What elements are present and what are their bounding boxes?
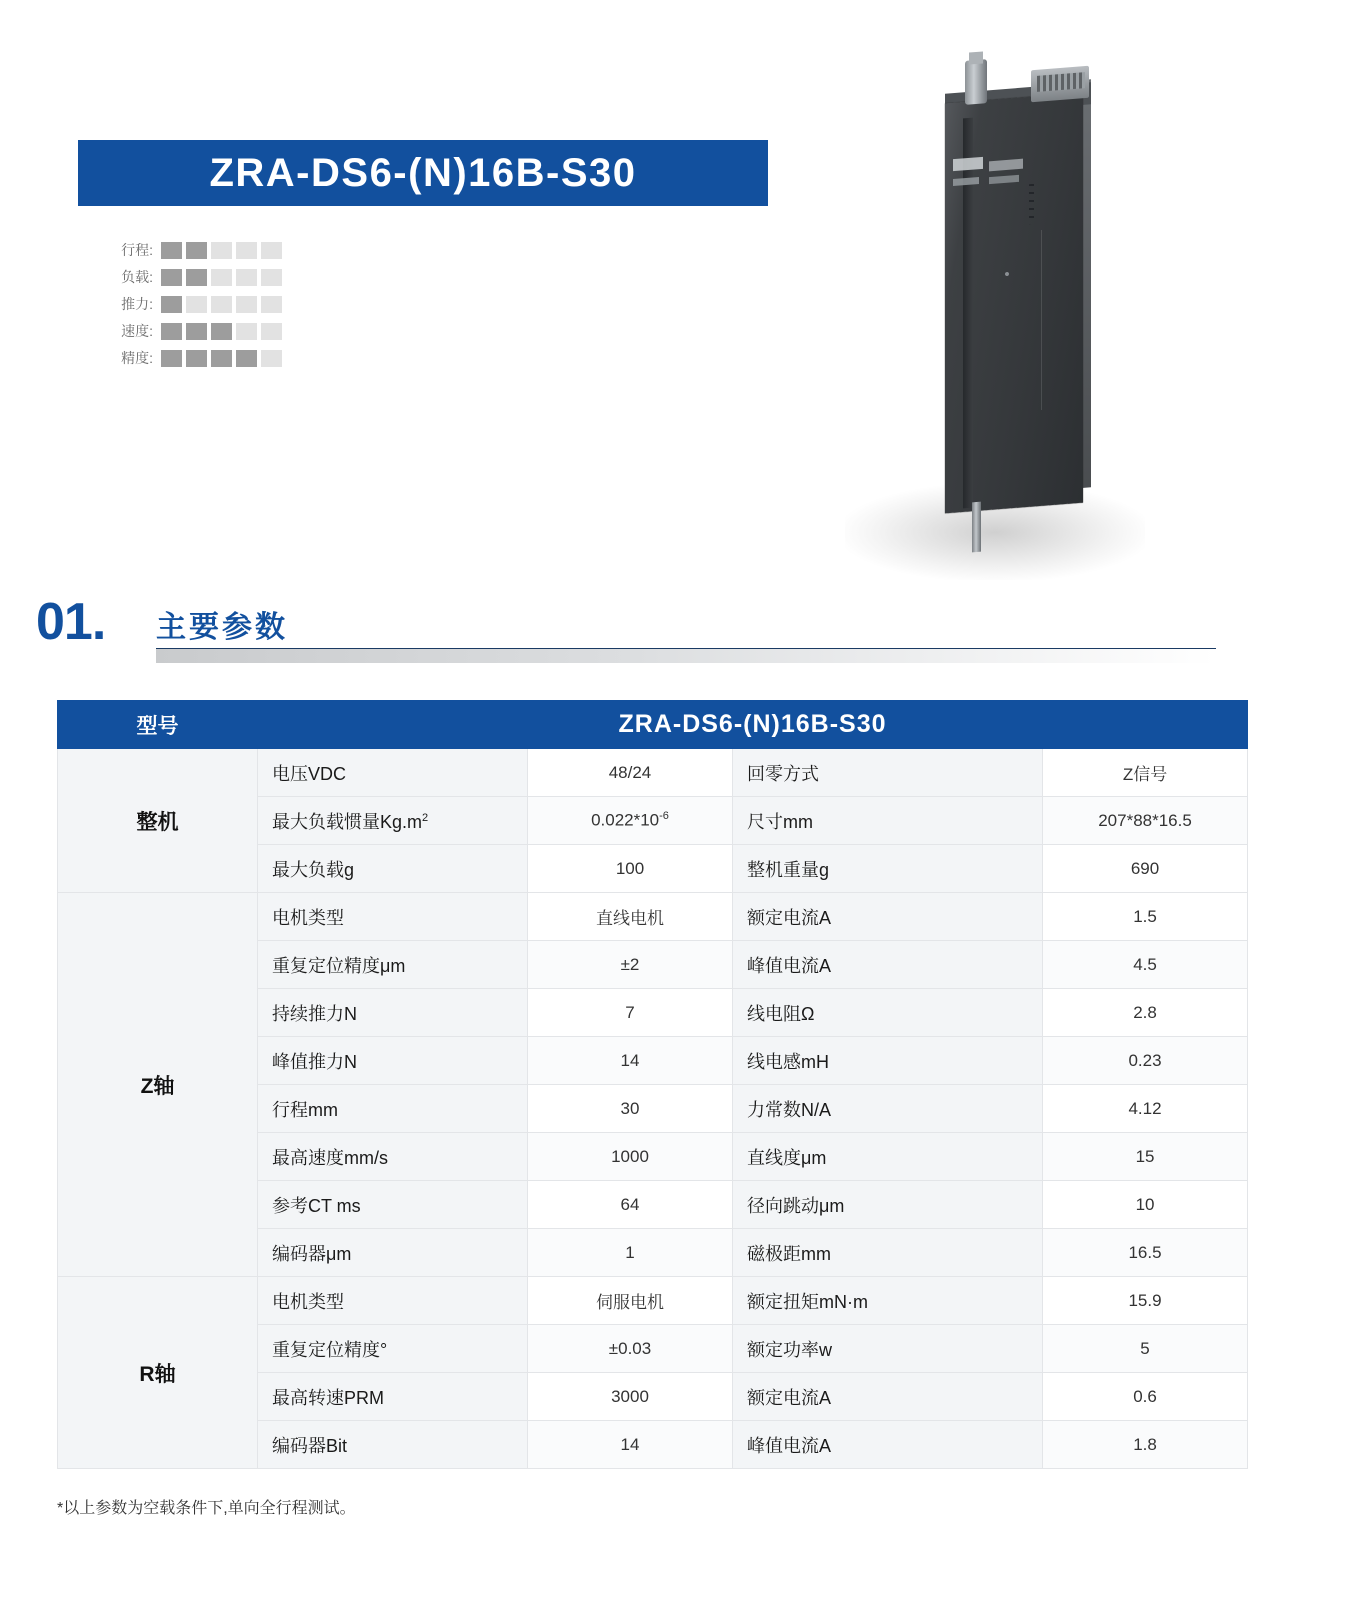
rating-pip-filled [186, 350, 207, 367]
table-value-cell: ±2 [528, 941, 733, 989]
table-value-cell: 10 [1043, 1181, 1248, 1229]
rating-pip-filled [161, 269, 182, 286]
table-key-cell: 持续推力N [258, 989, 528, 1037]
rating-pip-empty [236, 323, 257, 340]
table-value-cell: Z信号 [1043, 749, 1248, 797]
table-value-cell: 15 [1043, 1133, 1248, 1181]
table-value-cell: 64 [528, 1181, 733, 1229]
rating-pips [161, 323, 282, 340]
table-group-cell: R轴 [58, 1277, 258, 1469]
rating-pip-empty [236, 296, 257, 313]
table-value-cell: 7 [528, 989, 733, 1037]
table-value-cell: 1.5 [1043, 893, 1248, 941]
table-key-cell: 编码器Bit [258, 1421, 528, 1469]
device-output-shaft [972, 502, 981, 553]
rating-pip-empty [186, 296, 207, 313]
rating-pip-filled [236, 350, 257, 367]
section-title: 主要参数 [156, 611, 288, 644]
table-key-cell: 参考CT ms [258, 1181, 528, 1229]
table-header-model-label: 型号 [58, 701, 258, 749]
rating-pip-empty [236, 269, 257, 286]
table-key-cell: 最高转速PRM [258, 1373, 528, 1421]
rating-pips [161, 242, 282, 259]
rating-pip-empty [211, 242, 232, 259]
model-title-banner [78, 140, 768, 206]
table-key-cell: 整机重量g [733, 845, 1043, 893]
table-key-cell: 重复定位精度μm [258, 941, 528, 989]
spec-table-container [57, 700, 1247, 1469]
table-key-cell: 径向跳动μm [733, 1181, 1043, 1229]
rating-label: 负载: [121, 269, 153, 285]
device-vent-holes [1029, 184, 1034, 224]
rating-pip-filled [186, 323, 207, 340]
table-value-cell: 直线电机 [528, 893, 733, 941]
table-value-cell: 15.9 [1043, 1277, 1248, 1325]
superscript: 2 [422, 811, 429, 824]
table-key-cell: 行程mm [258, 1085, 528, 1133]
table-value-cell: 100 [528, 845, 733, 893]
table-key-cell: 最大负载g [258, 845, 528, 893]
rating-label: 速度: [121, 323, 153, 339]
table-row [58, 1277, 1248, 1325]
table-value-cell: 0.6 [1043, 1373, 1248, 1421]
table-value-cell: $0.022*10^{-6}$ [528, 797, 733, 845]
section-heading [36, 592, 1216, 662]
table-key-cell: 最大负载惯量$Kg.m^2$ [258, 797, 528, 845]
product-image [845, 40, 1165, 570]
table-value-cell: 0.23 [1043, 1037, 1248, 1085]
table-key-cell: 电机类型 [258, 893, 528, 941]
table-key-cell: 电压VDC [258, 749, 528, 797]
rating-pip-empty [236, 242, 257, 259]
table-key-cell: 磁极距mm [733, 1229, 1043, 1277]
table-key-cell: 线电阻Ω [733, 989, 1043, 1037]
spec-table-body [58, 701, 1248, 1469]
table-value-cell: 14 [528, 1037, 733, 1085]
table-value-cell: ±0.03 [528, 1325, 733, 1373]
table-key-cell: 额定电流A [733, 893, 1043, 941]
rating-pip-empty [211, 269, 232, 286]
table-value-cell: 207*88*16.5 [1043, 797, 1248, 845]
table-value-cell: 30 [528, 1085, 733, 1133]
rating-pip-filled [161, 242, 182, 259]
table-value-cell: 48/24 [528, 749, 733, 797]
table-key-cell: 峰值电流A [733, 1421, 1043, 1469]
rating-pip-filled [161, 296, 182, 313]
rating-label: 精度: [121, 350, 153, 366]
rating-label: 推力: [121, 296, 153, 312]
table-key-cell: 额定功率w [733, 1325, 1043, 1373]
table-row [58, 893, 1248, 941]
table-value-cell: 2.8 [1043, 989, 1248, 1037]
rating-pip-empty [261, 350, 282, 367]
device-seam [1041, 230, 1042, 410]
table-value-cell: 5 [1043, 1325, 1248, 1373]
rating-row [95, 346, 355, 370]
device-knob-top [969, 51, 983, 64]
table-key-cell: 线电感mH [733, 1037, 1043, 1085]
table-value-cell: 16.5 [1043, 1229, 1248, 1277]
table-key-cell: 尺寸mm [733, 797, 1043, 845]
table-group-cell: 整机 [58, 749, 258, 893]
table-value-cell: 690 [1043, 845, 1248, 893]
section-gradient-bar [156, 649, 1216, 663]
table-key-cell: 电机类型 [258, 1277, 528, 1325]
superscript: -6 [659, 810, 669, 823]
rating-pip-filled [161, 350, 182, 367]
table-header-row [58, 701, 1248, 749]
table-key-cell: 编码器μm [258, 1229, 528, 1277]
page-title: ZRA-DS6-(N)16B-S30 [209, 150, 637, 195]
table-key-cell: 额定扭矩mN·m [733, 1277, 1043, 1325]
spec-table [57, 700, 1248, 1469]
table-value-cell: 3000 [528, 1373, 733, 1421]
table-key-cell: 峰值电流A [733, 941, 1043, 989]
rating-pip-empty [261, 296, 282, 313]
table-key-cell: 回零方式 [733, 749, 1043, 797]
rating-row [95, 319, 355, 343]
rating-pip-filled [161, 323, 182, 340]
rating-row [95, 292, 355, 316]
table-value-cell: 14 [528, 1421, 733, 1469]
table-group-cell: Z轴 [58, 893, 258, 1277]
table-footnote: *以上参数为空载条件下,单向全行程测试。 [57, 1500, 356, 1517]
rating-pips [161, 296, 282, 313]
rating-pips [161, 269, 282, 286]
table-value-cell: 4.5 [1043, 941, 1248, 989]
rating-label: 行程: [121, 242, 153, 258]
table-key-cell: 重复定位精度° [258, 1325, 528, 1373]
rating-pip-empty [261, 269, 282, 286]
rating-list [95, 238, 355, 373]
table-value-cell: 1.8 [1043, 1421, 1248, 1469]
rating-pip-empty [261, 323, 282, 340]
rating-pip-filled [211, 323, 232, 340]
table-header-model-value: ZRA-DS6-(N)16B-S30 [258, 701, 1248, 749]
table-key-cell: 峰值推力N [258, 1037, 528, 1085]
rating-pip-empty [211, 296, 232, 313]
rating-row [95, 238, 355, 262]
device-knob [965, 59, 987, 105]
table-key-cell: 直线度μm [733, 1133, 1043, 1181]
table-key-cell: 额定电流A [733, 1373, 1043, 1421]
device-rail [963, 118, 973, 509]
table-value-cell: 4.12 [1043, 1085, 1248, 1133]
table-key-cell: 最高速度mm/s [258, 1133, 528, 1181]
table-row [58, 749, 1248, 797]
rating-pip-empty [261, 242, 282, 259]
table-value-cell: 伺服电机 [528, 1277, 733, 1325]
table-value-cell: 1000 [528, 1133, 733, 1181]
rating-pips [161, 350, 282, 367]
table-value-cell: 1 [528, 1229, 733, 1277]
rating-row [95, 265, 355, 289]
rating-pip-filled [186, 269, 207, 286]
rating-pip-filled [186, 242, 207, 259]
device-brand-label [953, 157, 983, 171]
section-number: 01. [36, 593, 106, 651]
rating-pip-filled [211, 350, 232, 367]
table-key-cell: 力常数N/A [733, 1085, 1043, 1133]
